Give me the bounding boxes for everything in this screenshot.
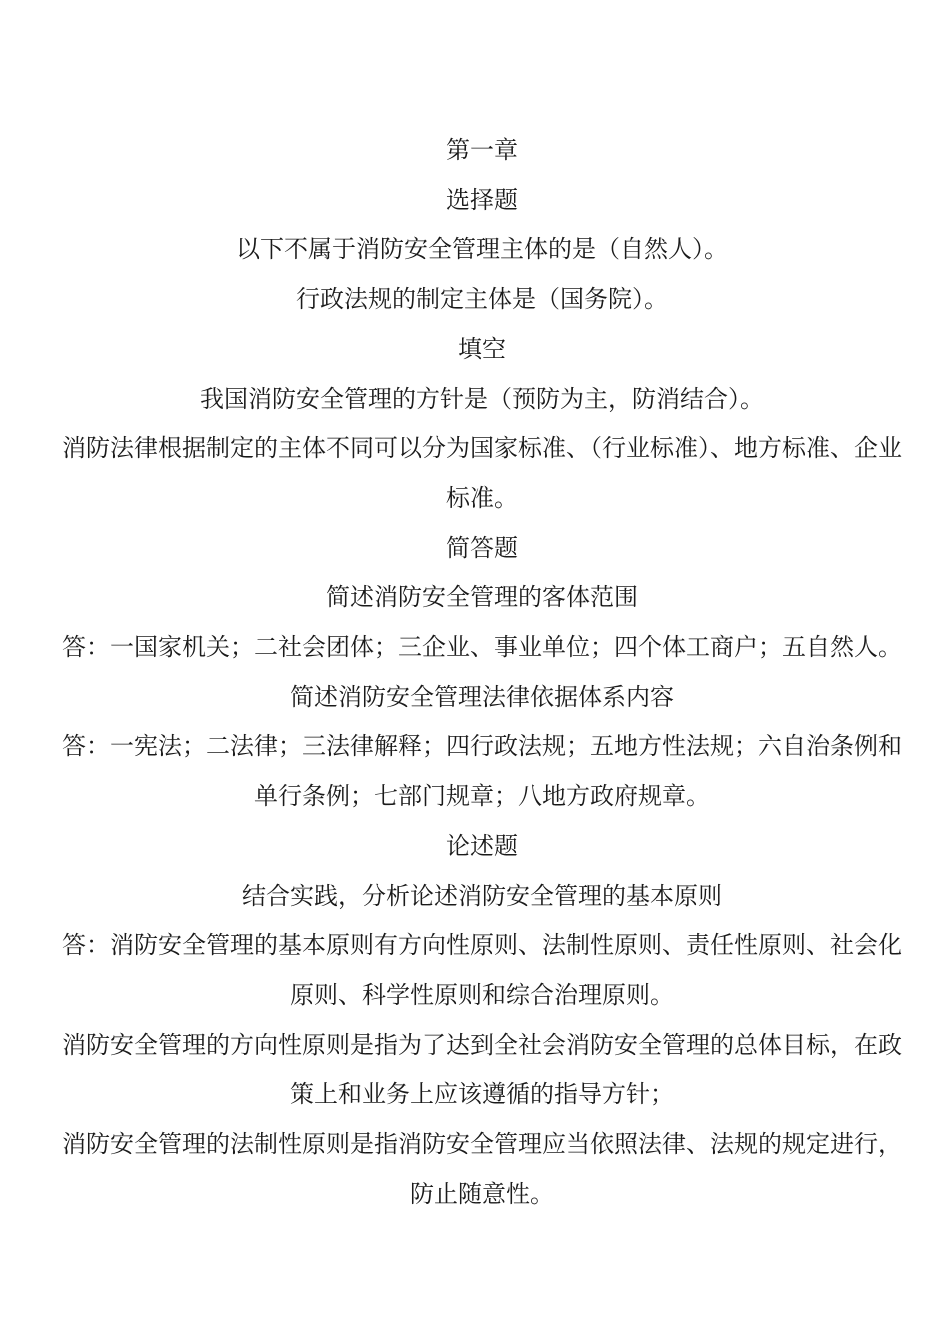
- fill-blank-question-2: 消防法律根据制定的主体不同可以分为国家标准、（行业标准）、地方标准、企业标准。: [62, 434, 902, 512]
- short-answer-question-2: 简述消防安全管理法律依据体系内容: [290, 682, 674, 711]
- essay-question-1: 结合实践，分析论述消防安全管理的基本原则: [242, 881, 722, 910]
- document-body: [52, 126, 912, 1219]
- essay-paragraph-1: 消防安全管理的方向性原则是指为了达到全社会消防安全管理的总体目标，在政策上和业务上应该遵循的指导方针；: [62, 1030, 902, 1109]
- essay-paragraph-2: 消防安全管理的法制性原则是指消防安全管理应当依照法律、法规的规定进行，防止随意性。: [62, 1130, 902, 1208]
- chapter-title: 第一章: [446, 136, 518, 164]
- section-heading-fill-blank: 填空: [458, 334, 506, 363]
- mc-question-2: 行政法规的制定主体是（国务院）。: [296, 285, 668, 314]
- section-heading-multiple-choice: 选择题: [446, 185, 518, 214]
- mc-question-1: 以下不属于消防安全管理主体的是（自然人）。: [236, 235, 728, 264]
- section-heading-essay: 论述题: [446, 831, 518, 860]
- fill-blank-question-1: 我国消防安全管理的方针是（预防为主，防消结合）。: [200, 384, 764, 413]
- short-answer-answer-2: 答：一宪法；二法律；三法律解释；四行政法规；五地方性法规；六自治条例和单行条例；七部门规章；八地方政府规章。: [62, 732, 902, 811]
- short-answer-answer-1: 答：一国家机关；二社会团体；三企业、事业单位；四个体工商户；五自然人。: [62, 633, 902, 662]
- section-heading-short-answer: 简答题: [446, 533, 518, 562]
- essay-answer-1: 答：消防安全管理的基本原则有方向性原则、法制性原则、责任性原则、社会化原则、科学性原则和综合治理原则。: [62, 931, 902, 1009]
- short-answer-question-1: 简述消防安全管理的客体范围: [326, 583, 638, 612]
